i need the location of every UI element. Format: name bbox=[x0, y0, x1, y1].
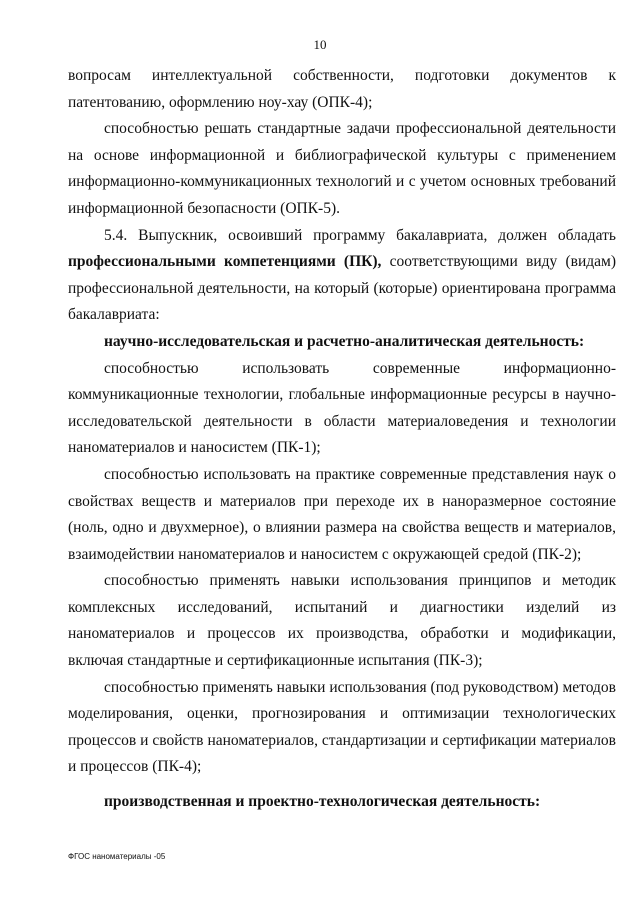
paragraph-5-4 bbox=[68, 223, 616, 329]
paragraph-5-4-prefix: 5.4. Выпускник, освоивший программу бакалавриата, должен обладать bbox=[104, 226, 616, 244]
paragraph-opk4: вопросам интеллектуальной собственности, подготовки документов к патентованию, оформлению ноу-хау (ОПК-4); bbox=[68, 67, 616, 111]
paragraph-5-4-suffix: соответствующими виду (видам) профессиональной деятельности, на который (которые) ориентирована программа бакалавриата: bbox=[68, 253, 617, 324]
section-heading-research: научно-исследовательская и расчетно-аналитическая деятельность: bbox=[104, 332, 585, 350]
document-body bbox=[68, 63, 616, 816]
paragraph-pk3: способностью применять навыки использования принципов и методик комплексных исследований, испытаний и диагностики изделий из наноматериалов и процессов их производства, обработки и модификации, включая стандартные и сертификационные испытания (ПК-3); bbox=[68, 572, 616, 670]
page-number: 10 bbox=[313, 37, 327, 52]
section-heading-production: производственная и проектно-технологическая деятельность: bbox=[104, 793, 541, 811]
paragraph-opk5: способностью решать стандартные задачи профессиональной деятельности на основе информационной и библиографической культуры с применением информационно-коммуникационных технологий и с учетом основных требований информационной безопасности (ОПК-5). bbox=[68, 120, 616, 217]
paragraph-pk4: способностью применять навыки использования (под руководством) методов моделирования, оценки, прогнозирования и оптимизации технологических процессов и свойств наноматериалов, стандартизации и сертификации материалов и процессов (ПК-4); bbox=[68, 678, 616, 776]
footer-label: ФГОС наноматериалы -05 bbox=[68, 852, 166, 861]
paragraph-pk2: способностью использовать на практике современные представления наук о свойствах веществ и материалов при переходе их в наноразмерное состояние (ноль, одно и двухмерное), о влиянии размера на свойства веществ и материалов, взаимодействии наноматериалов и наносистем с окружающей средой (ПК-2); bbox=[68, 465, 616, 563]
paragraph-pk1: способностью использовать современные информационно-коммуникационные технологии, глобальные информационные ресурсы в научно-исследовательской деятельности в области материаловедения и технологии наноматериалов и наносистем (ПК-1); bbox=[68, 359, 616, 457]
paragraph-5-4-bold: профессиональными компетенциями (ПК), bbox=[68, 253, 382, 271]
